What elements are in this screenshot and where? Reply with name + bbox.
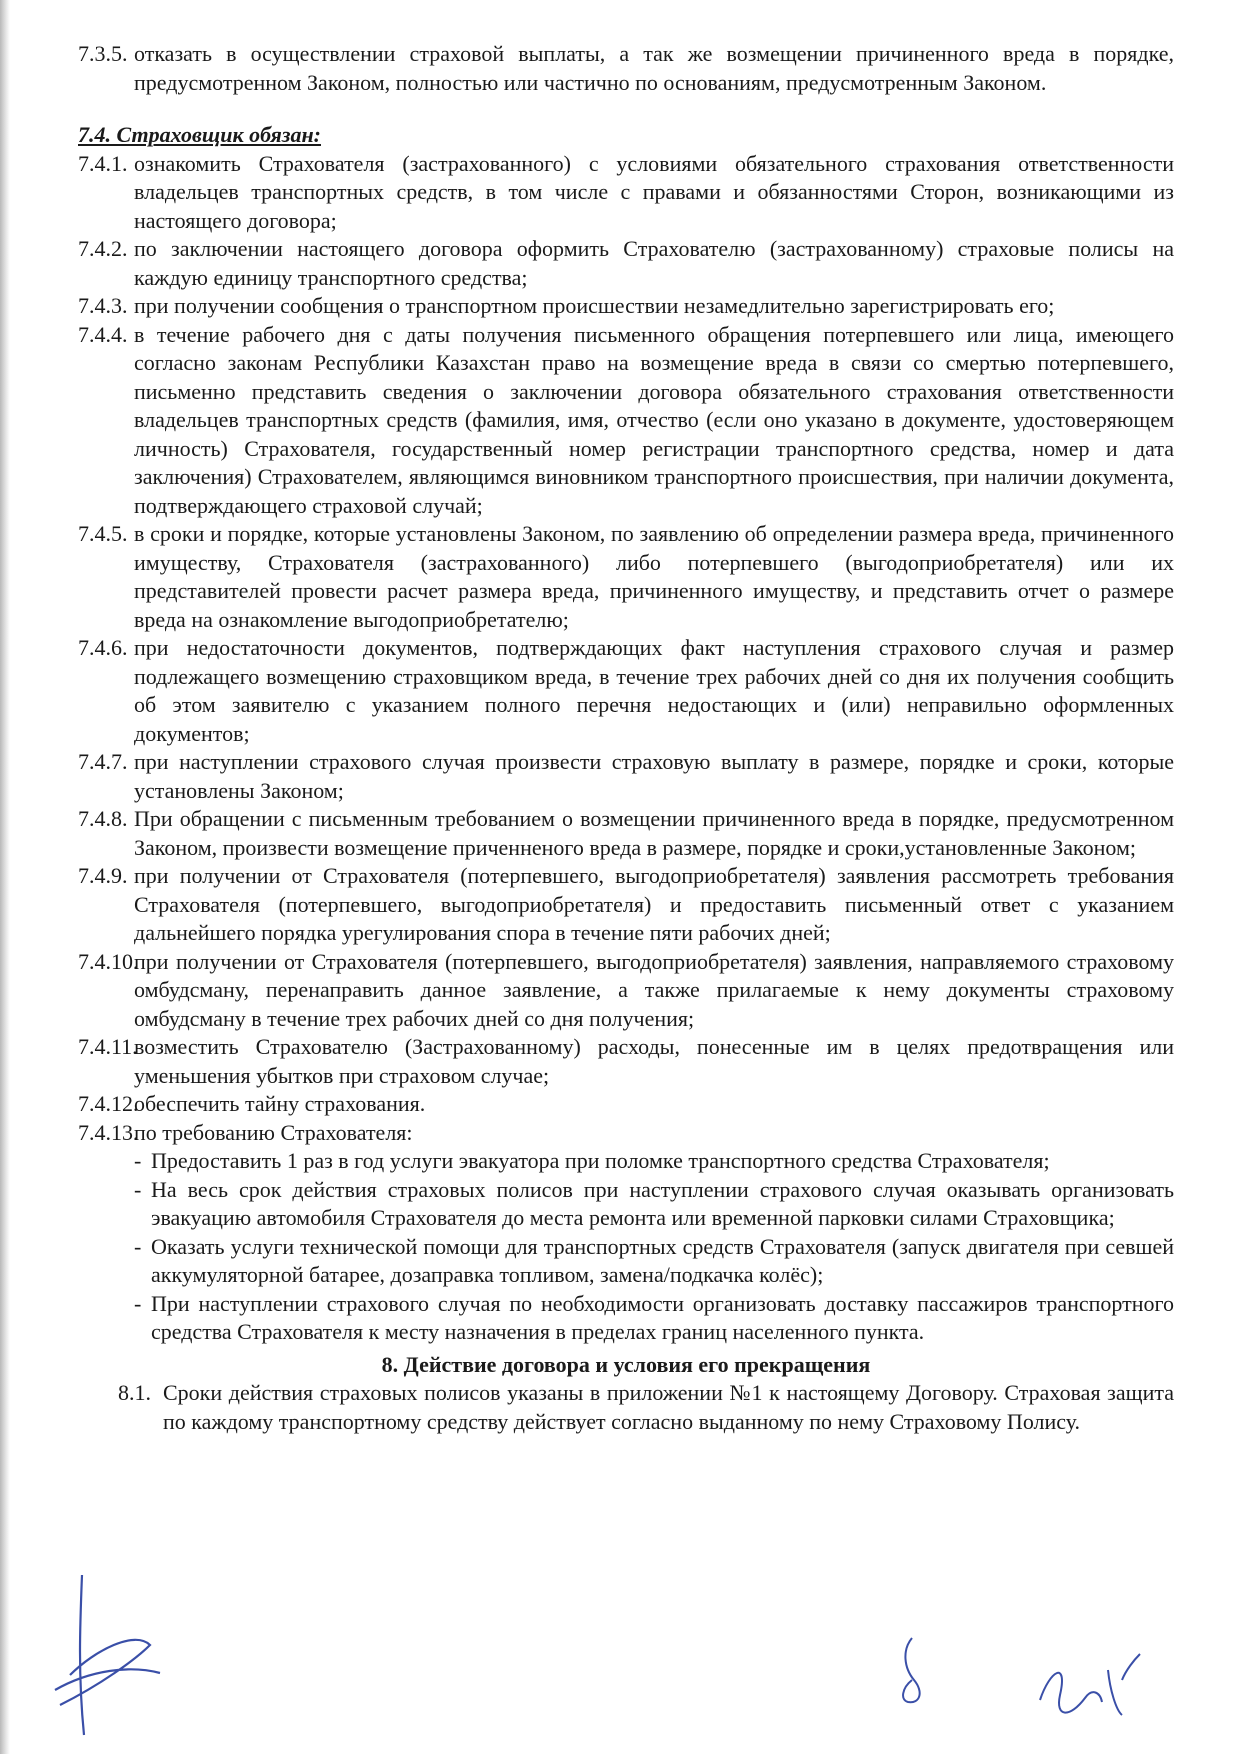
clause-7-4-10	[78, 948, 1174, 1034]
list-dash: -	[134, 1176, 142, 1202]
subitem-text: На весь срок действия страховых полисов при наступлении страхового случая оказывать организовать эвакуацию автомобиля Страхователя до места ремонта или временной парковки силами Страховщика;	[151, 1176, 1174, 1230]
clause-text: обеспечить тайну страхования.	[134, 1091, 426, 1116]
clause-number: 8.1.	[118, 1380, 151, 1405]
clause-text: при получении от Страхователя (потерпевшего, выгодоприобретателя) заявления, направляемого страховому омбудсману, перенаправить данное заявление, а также прилагаемые к нему документы страховому омбудсману в течение трех рабочих дней со дня получения;	[134, 948, 1174, 1031]
list-dash: -	[134, 1290, 142, 1316]
clause-number: 7.4.3.	[78, 293, 128, 318]
signature-middle	[890, 1630, 940, 1710]
clause-text: возместить Страхователю (Застрахованному) расходы, понесенные им в целях предотвращения или уменьшения убытков при страховом случае;	[134, 1034, 1174, 1088]
clause-text: ознакомить Страхователя (застрахованного) с условиями обязательного страхования ответственности владельцев транспортных средств, в том числе с правами и обязанностями Сторон, возникающими из настоящего договора;	[134, 150, 1174, 233]
subitem-text: При наступлении страхового случая по необходимости организовать доставку пассажиров транспортного средства Страхователя к месту назначения в пределах границ населенного пункта.	[151, 1290, 1174, 1344]
document-page	[78, 40, 1174, 1436]
clause-7-3-5	[78, 40, 1174, 97]
clause-text: При обращении с письменным требованием о возмещении причиненного вреда в порядке, предусмотренном Законом, произвести возмещение приченненого вреда в размере, порядке и сроки,установленные Законом;	[134, 806, 1174, 860]
clause-number: 7.4.12.	[78, 1091, 139, 1116]
clause-7-4-5	[78, 520, 1174, 634]
clause-number: 7.4.1.	[78, 150, 128, 176]
clause-7-4-9	[78, 862, 1174, 948]
signature-left	[40, 1555, 180, 1745]
clause-7-4-2	[78, 235, 1174, 292]
subitem-4	[78, 1290, 1174, 1347]
subitem-text: Предоставить 1 раз в год услуги эвакуатора при поломке транспортного средства Страхователя;	[151, 1148, 1050, 1173]
clause-7-4-8	[78, 805, 1174, 862]
list-dash: -	[134, 1233, 142, 1259]
clause-text: отказать в осуществлении страховой выплаты, а так же возмещении причиненного вреда в порядке, предусмотренном Законом, полностью или частично по основаниям, предусмотренным Законом.	[134, 41, 1174, 95]
clause-number: 7.4.9.	[78, 863, 128, 888]
clause-text: при наступлении страхового случая произвести страховую выплату в размере, порядке и сроки, которые установлены Законом;	[134, 749, 1174, 803]
clause-7-4-3	[78, 292, 1174, 321]
clause-number: 7.4.8.	[78, 806, 128, 831]
clause-number: 7.4.4.	[78, 321, 128, 347]
clause-text: при получении от Страхователя (потерпевшего, выгодоприобретателя) заявления рассмотреть требования Страхователя (потерпевшего, выгодоприобретателя) и предоставить письменный ответ с указанием дальнейшего порядка урегулирования спора в течение пяти рабочих дней;	[134, 863, 1174, 945]
clause-8-1	[78, 1379, 1174, 1436]
clause-number: 7.4.13.	[78, 1119, 139, 1145]
clause-7-4-6	[78, 634, 1174, 748]
clause-number: 7.4.6.	[78, 635, 128, 660]
clause-7-4-11	[78, 1033, 1174, 1090]
list-dash: -	[134, 1148, 142, 1173]
clause-number: 7.4.10.	[78, 948, 139, 974]
section-8-title: 8. Действие договора и условия его прекращения	[381, 1351, 871, 1377]
clause-text: по заключении настоящего договора оформить Страхователю (застрахованному) страховые полисы на каждую единицу транспортного средства;	[134, 236, 1174, 290]
subitem-text: Оказать услуги технической помощи для транспортных средств Страхователя (запуск двигателя при севшей аккумуляторной батарее, дозаправка топливом, замена/подкачка колёс);	[151, 1233, 1174, 1287]
clause-number: 7.4.7.	[78, 749, 128, 774]
clause-number: 7.4.5.	[78, 521, 128, 546]
clause-text: при получении сообщения о транспортном происшествии незамедлительно зарегистрировать его;	[134, 293, 1055, 318]
clause-text: по требованию Страхователя:	[134, 1119, 413, 1145]
clause-number: 7.4.2.	[78, 236, 128, 261]
clause-text: в течение рабочего дня с даты получения письменного обращения потерпевшего или лица, имеющего согласно законам Республики Казахстан право на возмещение вреда в связи со смертью потерпевшего, письменно представить сведения о заключении договора обязательного страхования ответственности владельцев транспортных средств (фамилия, имя, отчество (если оно указано в документе, удостоверяющем личность) Страхователя, государственный номер регистрации транспортного средства, номер и дата заключения) Страхователем, являющимся виновником транспортного происшествия, при наличии документа, подтверждающего страховой случай;	[134, 321, 1174, 518]
clause-7-4-1	[78, 150, 1174, 236]
signature-right	[1030, 1640, 1150, 1730]
clause-number: 7.3.5.	[78, 41, 128, 66]
section-7-4-heading: 7.4. Страховщик обязан:	[78, 122, 321, 147]
subitem-1	[78, 1147, 1174, 1176]
clause-text: при недостаточности документов, подтверждающих факт наступления страхового случая и размер подлежащего возмещению страховщиком вреда, в течение трех рабочих дней со дня их получения сообщить об этом заявителю с указанием полного перечня недостающих и (или) неправильно оформленных документов;	[134, 635, 1174, 746]
subitem-3	[78, 1233, 1174, 1290]
subitem-2	[78, 1176, 1174, 1233]
clause-text: Сроки действия страховых полисов указаны в приложении №1 к настоящему Договору. Страховая защита по каждому транспортному средству действует согласно выданному по нему Страховому Полису.	[163, 1380, 1174, 1434]
clause-7-4-4	[78, 321, 1174, 521]
clause-7-4-7	[78, 748, 1174, 805]
clause-text: в сроки и порядке, которые установлены Законом, по заявлению об определении размера вреда, причиненного имуществу, Страхователя (застрахованного) либо потерпевшего (выгодоприобретателя) или их представителей провести расчет размера вреда, причиненного имуществу, и представить отчет о размере вреда на ознакомление выгодоприобретателю;	[134, 521, 1174, 632]
clause-number: 7.4.11.	[78, 1034, 138, 1059]
clause-7-4-13	[78, 1119, 1174, 1148]
clause-7-4-12	[78, 1090, 1174, 1119]
scan-edge	[0, 0, 10, 1754]
